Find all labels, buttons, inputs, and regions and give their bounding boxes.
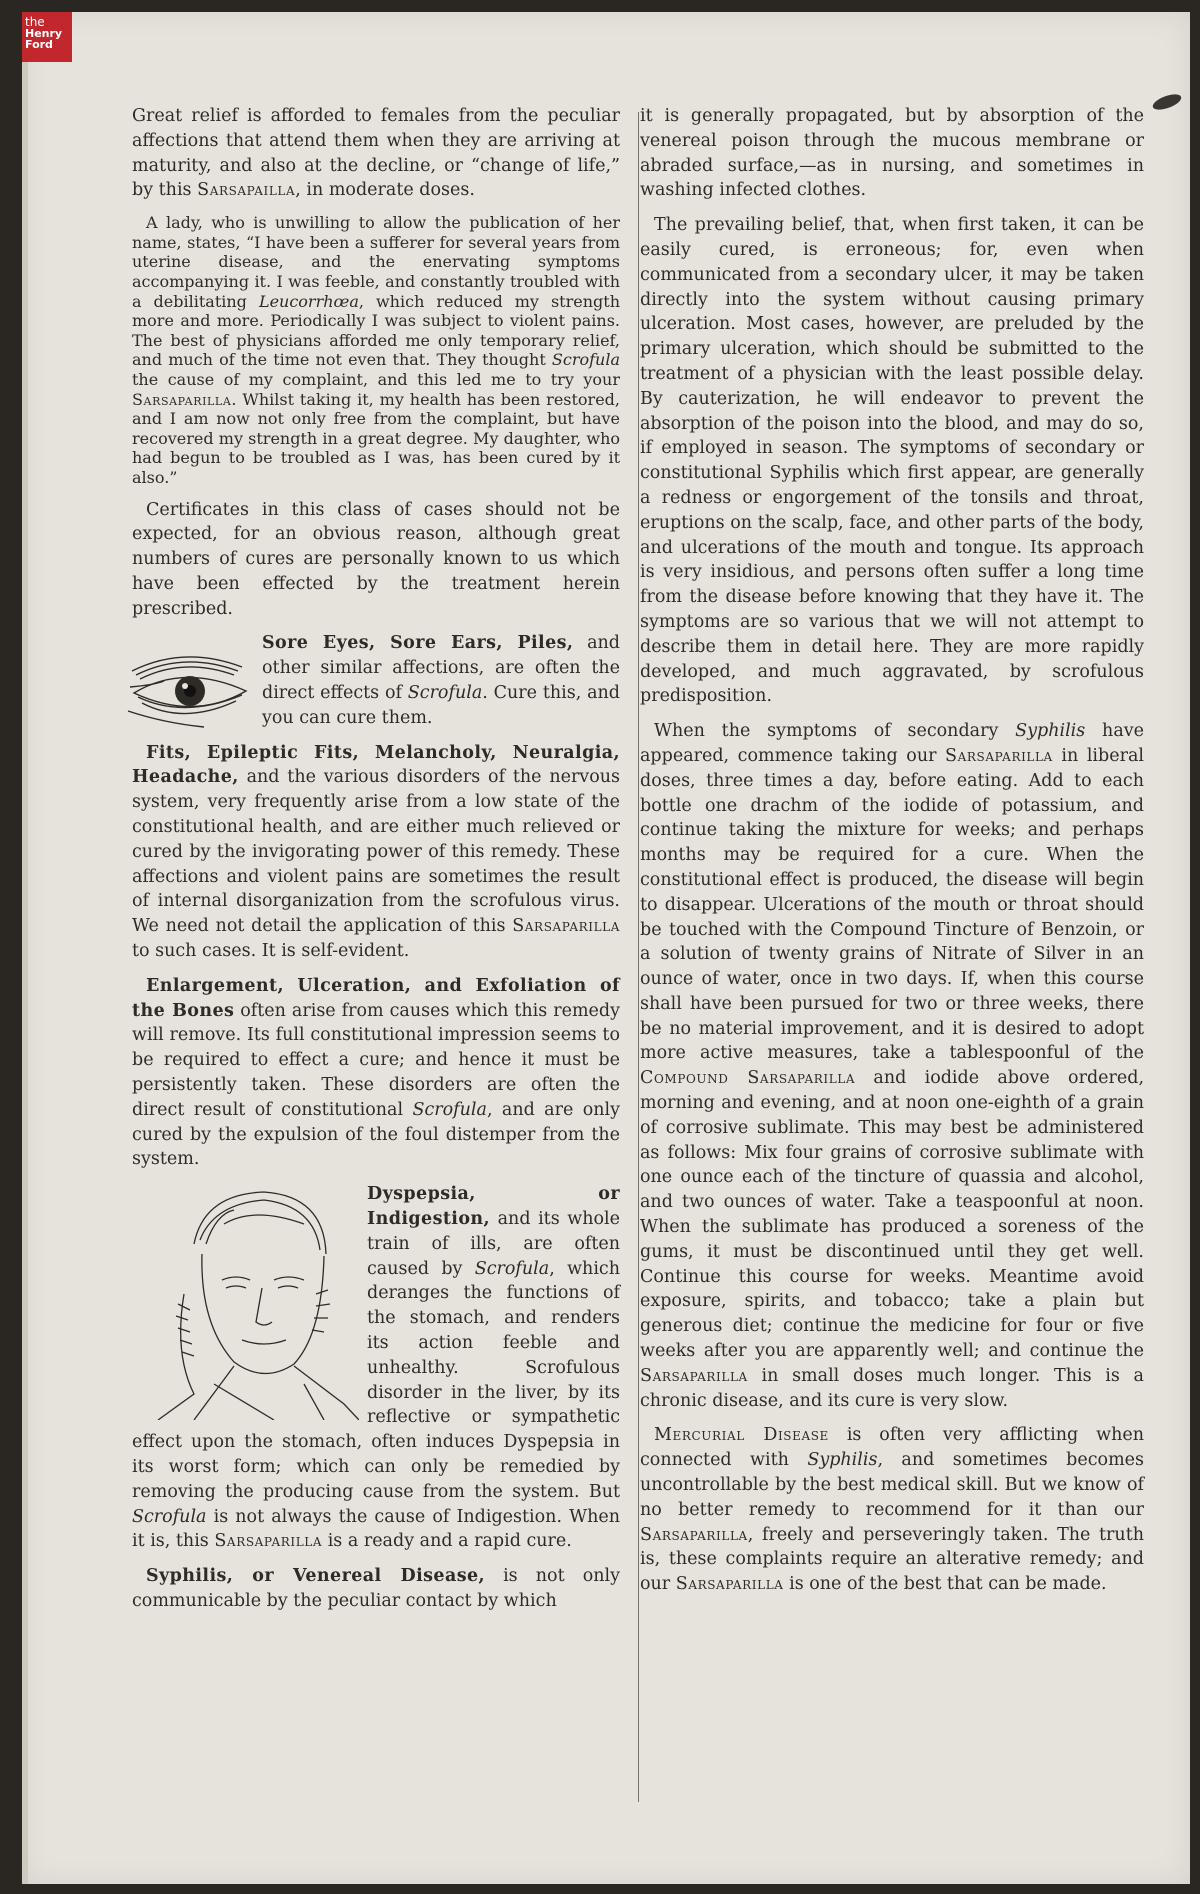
document-page [22, 12, 1190, 1884]
logo-line3: Ford [25, 38, 53, 51]
paragraph-propagation: it is generally propagated, but by absorption of the venereal poison through the mucous membrane or abraded surface,—as in nursing, and sometimes in washing infected clothes. [640, 106, 1144, 201]
paragraph-bones: Enlargement, Ulceration, and Exfoliation of the Bones often arise from causes which this remedy will remove. Its full constitutional impression seems to be required to effect a cure; and hence it must be persistently taken. These disorders are often the direct result of constitutional Scrofula, and are only cured by the expulsion of the foul distemper from the system. [132, 975, 621, 1170]
paragraph-fits: Fits, Epileptic Fits, Melancholy, Neuralgia, Headache, and the various disorders of the nervous system, very frequently arise from a low state of the constitutional health, and are either much relieved or cured by the invigorating power of this remedy. These affections and violent pains are sometimes the result of internal disorganization from the scrofulous virus. We need not detail the application of this Sarsaparilla to such cases. It is self-evident. [132, 742, 620, 962]
paragraph-testimonial: A lady, who is unwilling to allow the publication of her name, states, “I have been a sufferer for several years from uterine disease, and the enervating symptoms accompanying it. I was feeble, and constantly troubled with a debilitating Leucorrhœa, which reduced my strength more and more. Periodically I was subject to violent pains. The best of physicians afforded me only temporary relief, and much of the time not even that. They thought Scrofula the cause of my complaint, and this led me to try your Sarsaparilla. Whilst taking it, my health has been restored, and I am now not only free from the complaint, but have recovered my strength in a great degree. My daughter, who had begun to be troubled as I was, has been cured by it also.” [132, 213, 620, 487]
paragraph-prevailing-belief: The prevailing belief, that, when first taken, it can be easily cured, is erroneous; for, even when communicated from a secondary ulcer, it may be taken directly into the system without causing primary ulceration. Most cases, however, are preluded by the primary ulceration, which should be submitted to the treatment of a physician with the least possible delay. By cauterization, he will endeavor to prevent the absorption of the poison into the blood, and may do so, if employed in season. The symptoms of secondary or constitutional Syphilis which first appear, are generally a redness or engorgement of the tonsils and throat, eruptions on the scalp, face, and other parts of the body, and ulcerations of the mouth and tongue. Its approach is very insidious, and persons often suffer a long time from the disease before knowing that they have it. The symptoms are so various that we will not attempt to describe them in detail here. They are more rapidly developed, and much aggravated, by scrofulous predisposition. [640, 215, 1144, 707]
logo-line1: the [25, 15, 45, 29]
column-divider [638, 112, 639, 1802]
paragraph-mercurial: Mercurial Disease is often very afflicting when connected with Syphilis, and sometimes becomes uncontrollable by the best medical skill. But we know of no better remedy to recommend for it than our Sarsaparilla, freely and perseveringly taken. The truth is, these complaints require an alterative remedy; and our Sarsaparilla is one of the best that can be made. [640, 1425, 1144, 1595]
paragraph-sore-eyes: Sore Eyes, Sore Ears, Piles, and other similar affections, are often the direct effects of Scrofula. Cure this, and you can cure them. [262, 633, 620, 728]
paragraph-syphilis: Syphilis, or Venereal Disease, is not only communicable by the peculiar contact by which [132, 1566, 620, 1611]
page-tab-mark [1151, 91, 1183, 113]
paragraph-treatment: When the symptoms of secondary Syphilis have appeared, commence taking our Sarsaparilla in liberal doses, three times a day, before eating. Add to each bottle one drachm of the iodide of potassium, and continue taking the mixture for weeks; and perhaps months may be required for a cure. When the constitutional effect is produced, the disease will begin to disappear. Ulcerations of the mouth or throat should be touched with the Compound Tincture of Benzoin, or a solution of twenty grains of Nitrate of Silver in an ounce of water, once in two days. If, when this course shall have been pursued for two or three weeks, there be no material improvement, and it is desired to adopt more active measures, take a tablespoonful of the Compound Sarsaparilla and iodide above ordered, morning and evening, and at noon one-eighth of a grain of corrosive sublimate. This may best be administered as follows: Mix four grains of corrosive sublimate with one ounce each of the tincture of quassia and alcohol, and two ounces of water. Take a teaspoonful at noon. When the sublimate has produced a soreness of the gums, it must be discontinued until they get well. Continue this course for weeks. Meantime avoid exposure, spirits, and tobacco; take a plain but generous diet; continue the medicine for four or five weeks after you are apparently well; and continue the Sarsaparilla in small doses much longer. This is a chronic disease, and its cure is very slow. [640, 721, 1145, 1411]
paragraph-females: Great relief is afforded to females from the peculiar affections that attend them when they are arriving at maturity, and also at the decline, or “change of life,” by this Sarsapailla, in moderate doses. [132, 106, 620, 201]
right-column [640, 104, 1144, 1607]
page-binding-edge [22, 12, 28, 1884]
face-engraving-icon [154, 1184, 359, 1420]
left-column [132, 104, 620, 1624]
paragraph-dyspepsia: Dyspepsia, or Indigestion, and its whole train of ills, are often caused by Scrofula, which deranges the functions of the stomach, and renders its action feeble and unhealthy. Scrofulous disorder in the liver, by its reflective or sympathetic effect upon the stomach, often induces Dyspepsia in its worst form; which can only be remedied by removing the producing cause from the system. But Scrofula is not always the cause of Indigestion. When it is, this Sarsaparilla is a ready and a rapid cure. [132, 1184, 620, 1552]
eye-engraving-icon [124, 641, 254, 731]
paragraph-certificates: Certificates in this class of cases should not be expected, for an obvious reason, although great numbers of cures are personally known to us which have been effected by the treatment herein prescribed. [132, 499, 620, 619]
logo-line2: Henry [25, 27, 63, 40]
henry-ford-logo [22, 12, 72, 62]
